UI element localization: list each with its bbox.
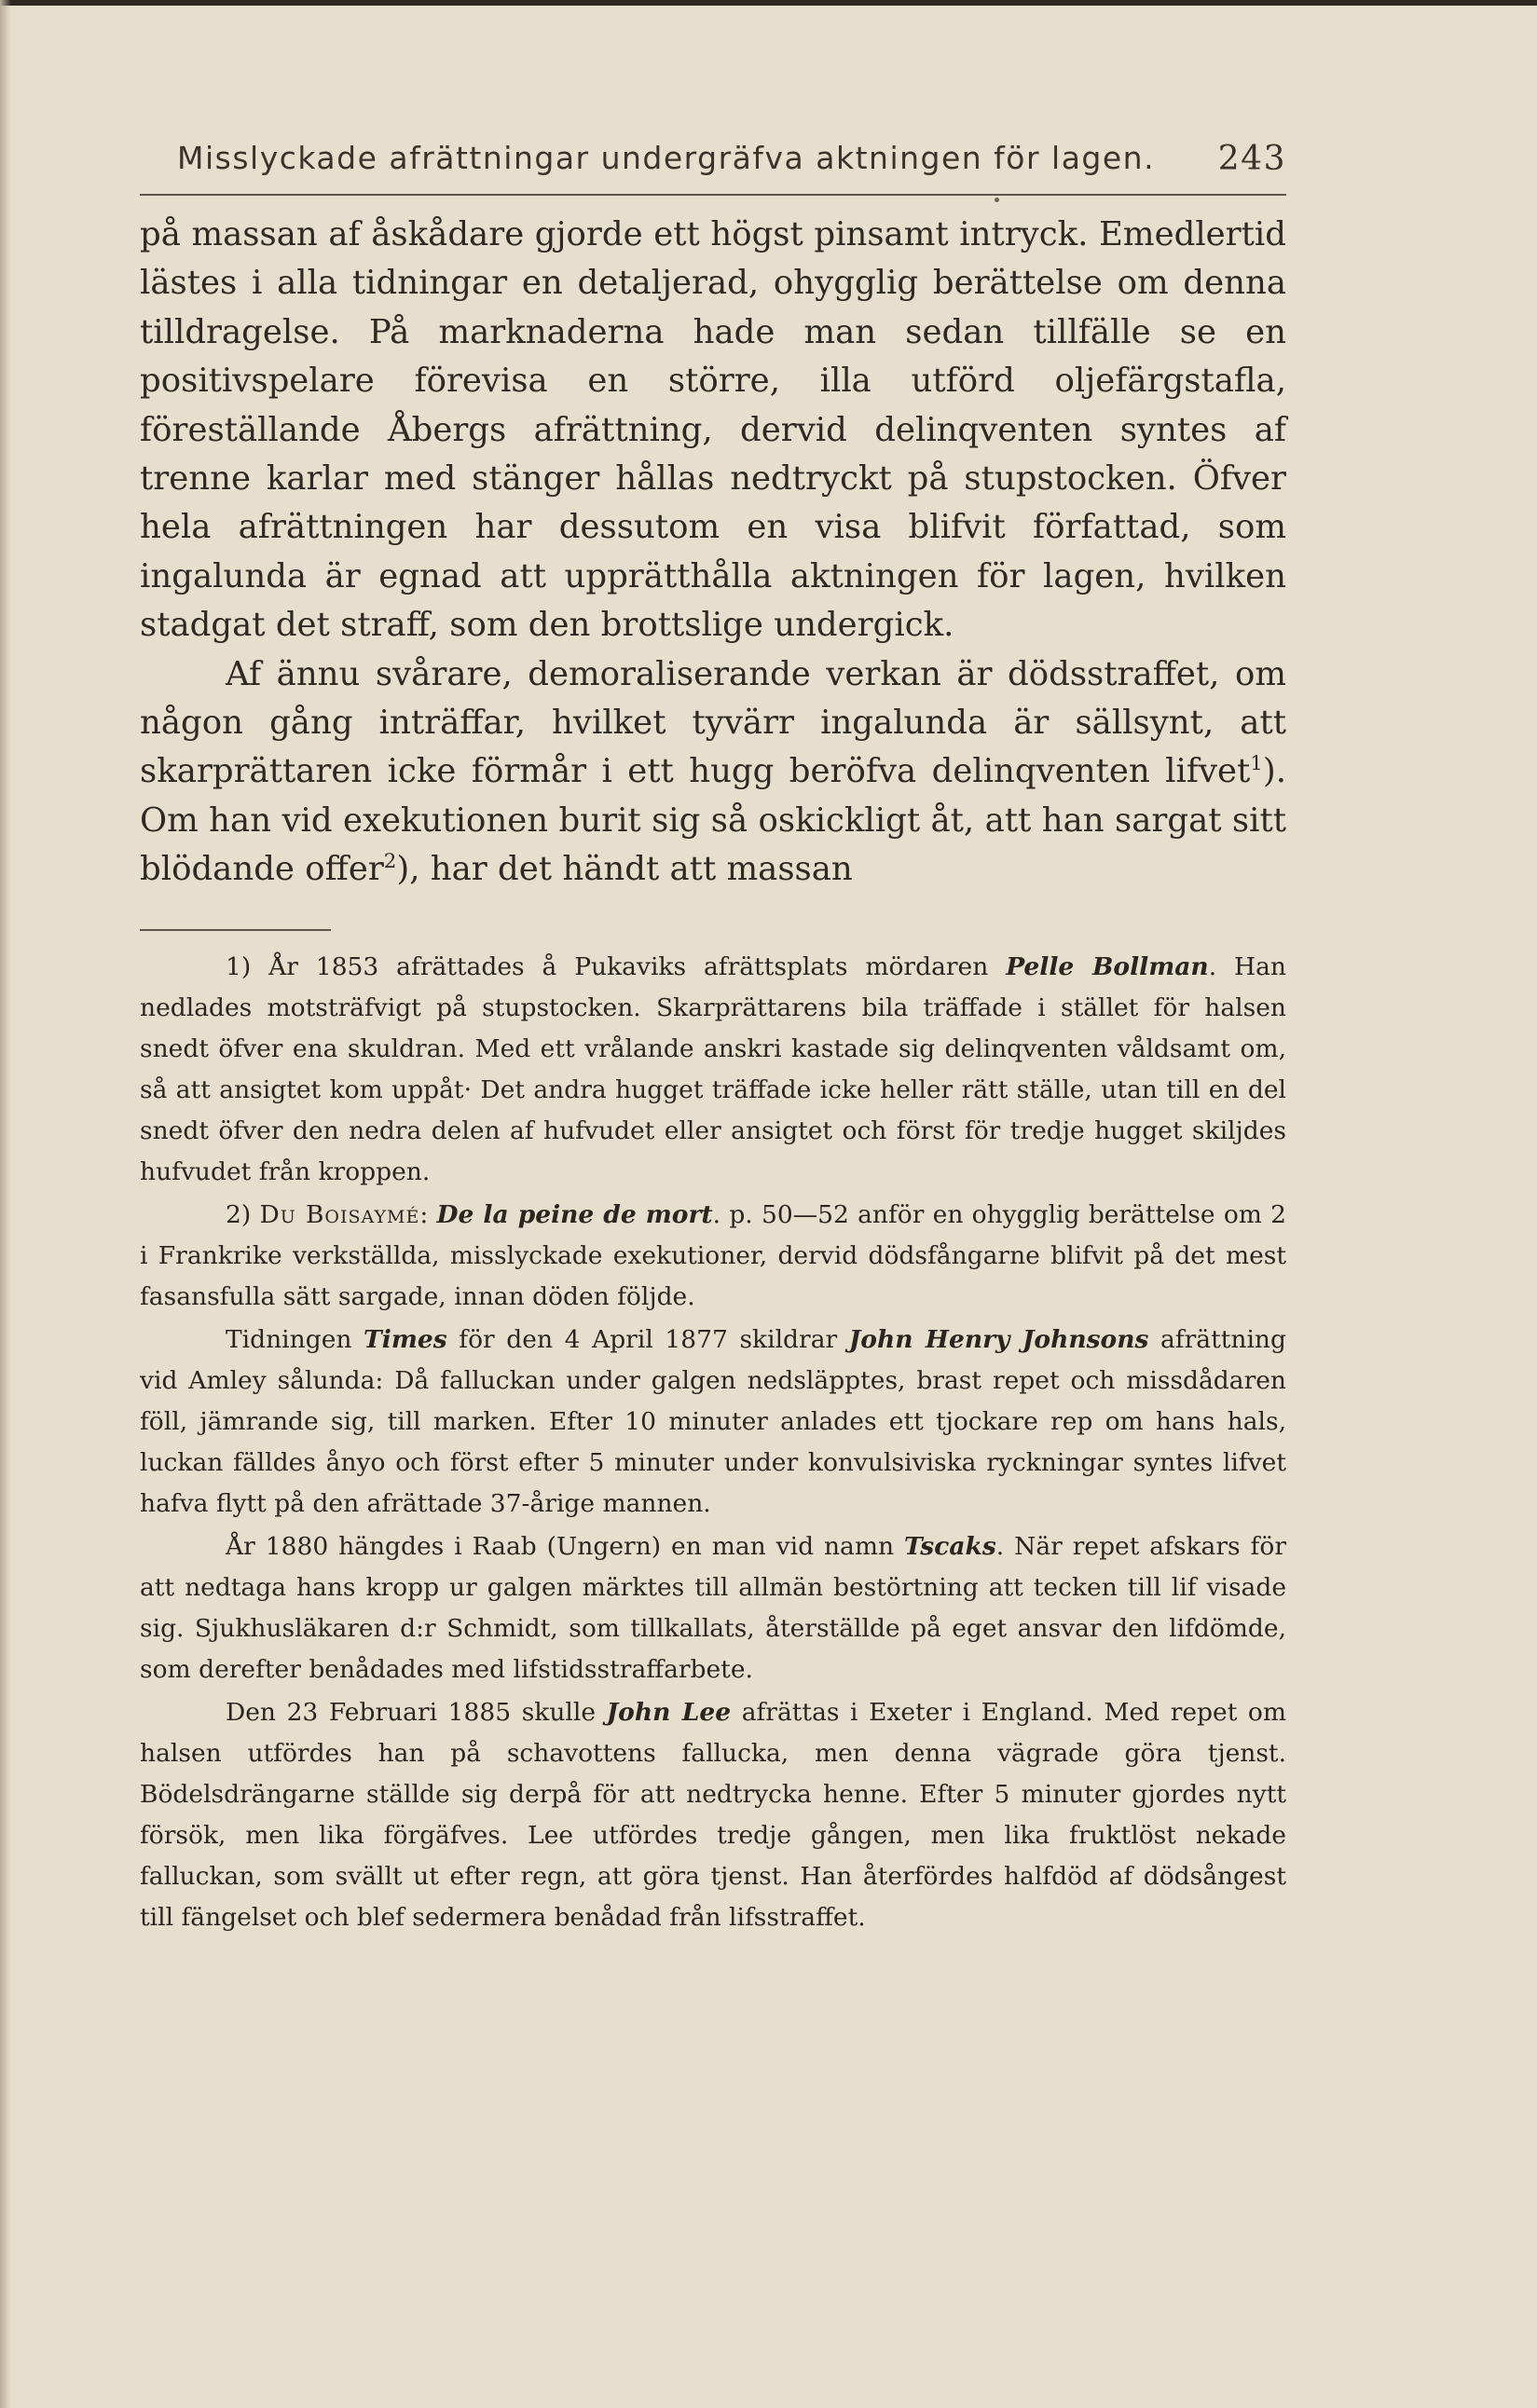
footnote-3-paper: Times <box>364 1325 447 1354</box>
footnotes <box>140 947 1286 1940</box>
footnote-2-author: Du Boisaymé <box>259 1200 420 1229</box>
scan-left-shadow <box>0 0 11 2408</box>
footnote-1-text-b: . Han nedlades motsträfvigt på stupstocken. Skarprättarens bila träffade i stället för halsen snedt öfver ena skuldran. Med ett vrålande anskri kastade sig delinqventen våldsamt om, så att ansigtet kom uppåt· Det andra hugget träffade icke heller rätt ställe, utan till en del snedt öfver den nedra delen af hufvudet eller ansigtet och först för tredje hugget skiljdes hufvudet från kroppen. <box>140 952 1286 1186</box>
footnote-5-text-b: afrättas i Exeter i England. Med repet om halsen utfördes han på schavottens fallucka, men denna vägrade göra tjenst. Bödelsdrängarne ställde sig derpå för att nedtrycka henne. Efter 5 minuter gjordes nytt försök, men lika förgäfves. Lee utfördes tredje gången, men lika fruktlöst nekade falluckan, som svällt ut efter regn, att göra tjenst. Han återfördes halfdöd af dödsångest till fängelset och blef sedermera benådad från lifsstraffet. <box>140 1698 1286 1932</box>
footnote-2-para-lee <box>140 1692 1286 1938</box>
footnote-2-colon: : <box>419 1200 429 1229</box>
footnote-4-text-a: År 1880 hängdes i Raab (Ungern) en man vid namn <box>226 1532 895 1561</box>
footnote-1-marker: 1) <box>226 952 252 981</box>
footnote-rule <box>140 929 331 931</box>
footnote-4-text-b: . När repet afskars för att nedtaga hans kropp ur galgen märktes till allmän bestörtning att tecken till lif visade sig. Sjukhusläkaren d:r Schmidt, som tillkallats, återställde på eget ansvar den lifdömde, som derefter benådades med lifstidsstraffarbete. <box>140 1532 1286 1684</box>
footnote-ref-1: 1 <box>1250 752 1263 776</box>
footnote-2-para-raab <box>140 1526 1286 1690</box>
footnote-2 <box>140 1195 1286 1318</box>
footnote-3-text-c: afrättning vid Amley sålunda: Då falluckan under galgen nedsläpptes, brast repet och missdådaren föll, jämrande sig, till marken. Efter 10 minuter anlades ett tjockare rep om hans hals, luckan fälldes ånyo och först efter 5 minuter under konvulsiviska ryckningar syntes lifvet hafva flytt på den afrättade 37-årige mannen. <box>140 1325 1286 1518</box>
footnote-3-text-a: Tidningen <box>226 1325 352 1354</box>
footnote-4-name: Tscaks <box>903 1532 996 1561</box>
body-paragraph-2 <box>140 650 1286 895</box>
main-text <box>140 211 1286 895</box>
running-head <box>140 140 1286 192</box>
footnote-3-name: John Henry Johnsons <box>848 1325 1149 1354</box>
footnote-5-text-a: Den 23 Februari 1885 skulle <box>226 1698 597 1727</box>
body-paragraph-2-part-b: ). Om han vid exekutionen burit sig så oskickligt åt, att han sargat sitt blödande offer <box>140 752 1286 889</box>
footnote-2-para-times <box>140 1320 1286 1525</box>
footnote-ref-2: 2 <box>383 850 397 874</box>
running-head-title: Misslyckade afrättningar undergräfva aktningen för lagen. <box>177 140 1156 176</box>
page-number: 243 <box>1217 140 1286 178</box>
scan-speck <box>995 198 999 202</box>
scan-top-edge <box>0 0 1537 6</box>
footnote-2-title: De la peine de mort <box>436 1200 713 1229</box>
footnote-5-name: John Lee <box>606 1698 732 1727</box>
footnote-1 <box>140 947 1286 1193</box>
footnote-1-name: Pelle Bollman <box>1006 952 1209 981</box>
footnote-3-text-b: för den 4 April 1877 skildrar <box>459 1325 838 1354</box>
footnote-1-text-a: År 1853 afrättades å Pukaviks afrättsplats mördaren <box>268 952 989 981</box>
footnote-2-text: . p. 50—52 anför en ohygglig berättelse om 2 i Frankrike verkställda, misslyckade exekutioner, dervid dödsfångarne blifvit på det mest fasansfulla sätt sargade, innan döden följde. <box>140 1200 1286 1311</box>
header-rule <box>140 194 1286 196</box>
body-paragraph-1: på massan af åskådare gjorde ett högst pinsamt intryck. Emedlertid lästes i alla tidningar en detaljerad, ohygglig berättelse om denna tilldragelse. På marknaderna hade man sedan tillfälle se en positivspelare förevisa en större, illa utförd oljefärgstafla, föreställande Åbergs afrättning, dervid delinqventen syntes af trenne karlar med stänger hållas nedtryckt på stupstocken. Öfver hela afrättningen har dessutom en visa blifvit författad, som ingalunda är egnad att upprätthålla aktningen för lagen, hvilken stadgat det straff, som den brottslige undergick. <box>140 215 1286 645</box>
footnote-2-marker: 2) <box>226 1200 252 1229</box>
body-paragraph-2-part-a: Af ännu svårare, demoraliserande verkan är dödsstraffet, om någon gång inträffar, hvilket tyvärr ingalunda är sällsynt, att skarprättaren icke förmår i ett hugg beröfva delinqventen lifvet <box>140 654 1286 791</box>
body-paragraph-2-part-c: ), har det händt att massan <box>396 850 853 889</box>
